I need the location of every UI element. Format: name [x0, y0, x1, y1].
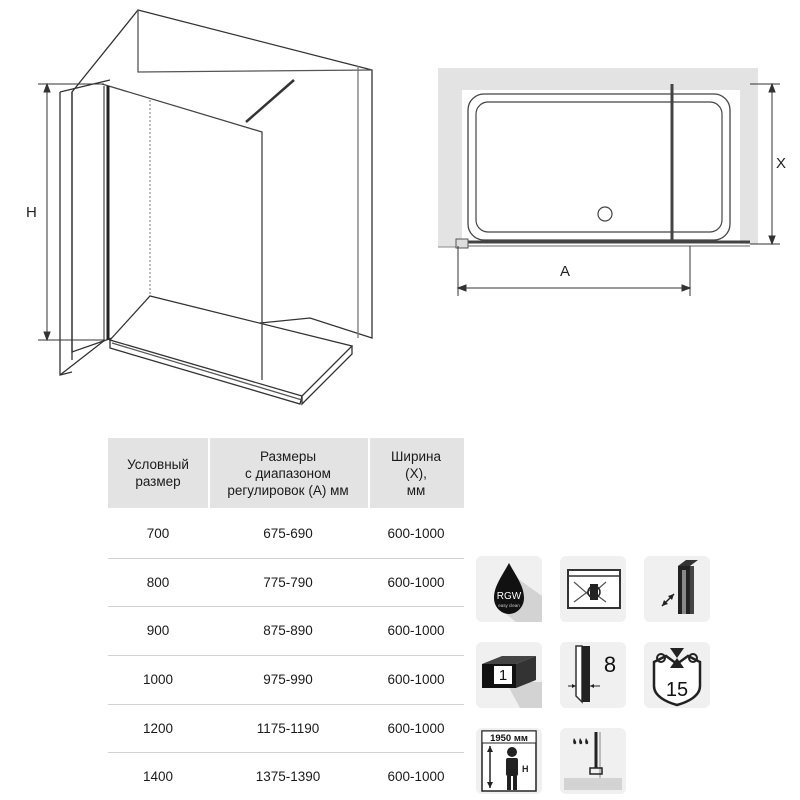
shower-top-view-drawing [420, 50, 800, 310]
table-header-row [108, 438, 464, 508]
table-cell: 1000 [142, 671, 174, 687]
table-cell: 675-690 [263, 525, 313, 541]
table-row [108, 607, 464, 653]
svg-text:1: 1 [498, 667, 508, 684]
safety-glass-icon [560, 556, 626, 622]
height-label: H [26, 204, 37, 221]
table-cell: 600-1000 [387, 622, 445, 638]
table-cell: 600-1000 [387, 720, 445, 736]
header-width-x: Ширина (X), мм [391, 448, 441, 498]
header-adjustment-range: Размеры с диапазоном регулировок (A) мм [227, 448, 349, 498]
table-cell: 600-1000 [387, 768, 445, 784]
table-cell: 700 [146, 525, 170, 541]
width-a-label: A [560, 263, 571, 280]
table-cell: 600-1000 [387, 525, 445, 541]
height-1950-icon [476, 728, 542, 794]
svg-text:1950 мм: 1950 мм [490, 733, 528, 744]
width-x-label: X [776, 155, 787, 172]
table-row [108, 510, 464, 556]
table-cell: 1375-1390 [255, 768, 321, 784]
shower-screen-3d-drawing [0, 0, 420, 420]
table-row [108, 559, 464, 605]
svg-text:8: 8 [603, 652, 617, 677]
table-cell: 975-990 [263, 671, 313, 687]
svg-text:RGW: RGW [496, 591, 522, 602]
table-row [108, 656, 464, 702]
table-cell: 875-890 [263, 622, 313, 638]
table-cell: 600-1000 [387, 671, 445, 687]
water-seal-icon [560, 728, 626, 794]
table-cell: 775-790 [263, 574, 313, 590]
table-cell: 1175-1190 [256, 720, 320, 736]
rgw-easy-clean-icon [476, 556, 542, 622]
profile-adjustment-icon [644, 556, 710, 622]
warranty-shield-icon [644, 642, 710, 708]
table-row [108, 705, 464, 751]
table-cell: 800 [146, 574, 170, 590]
table-cell: 900 [146, 622, 170, 638]
package-count-icon [476, 642, 542, 708]
svg-text:easy clean: easy clean [498, 603, 520, 608]
svg-text:H: H [522, 764, 529, 774]
table-row [108, 753, 464, 799]
glass-thickness-icon [560, 642, 626, 708]
table-cell: 1200 [142, 720, 174, 736]
svg-text:15: 15 [665, 679, 689, 701]
header-conditional-size: Условный размер [127, 457, 189, 489]
table-cell: 1400 [142, 768, 174, 784]
table-cell: 600-1000 [387, 574, 445, 590]
size-table [108, 438, 464, 800]
